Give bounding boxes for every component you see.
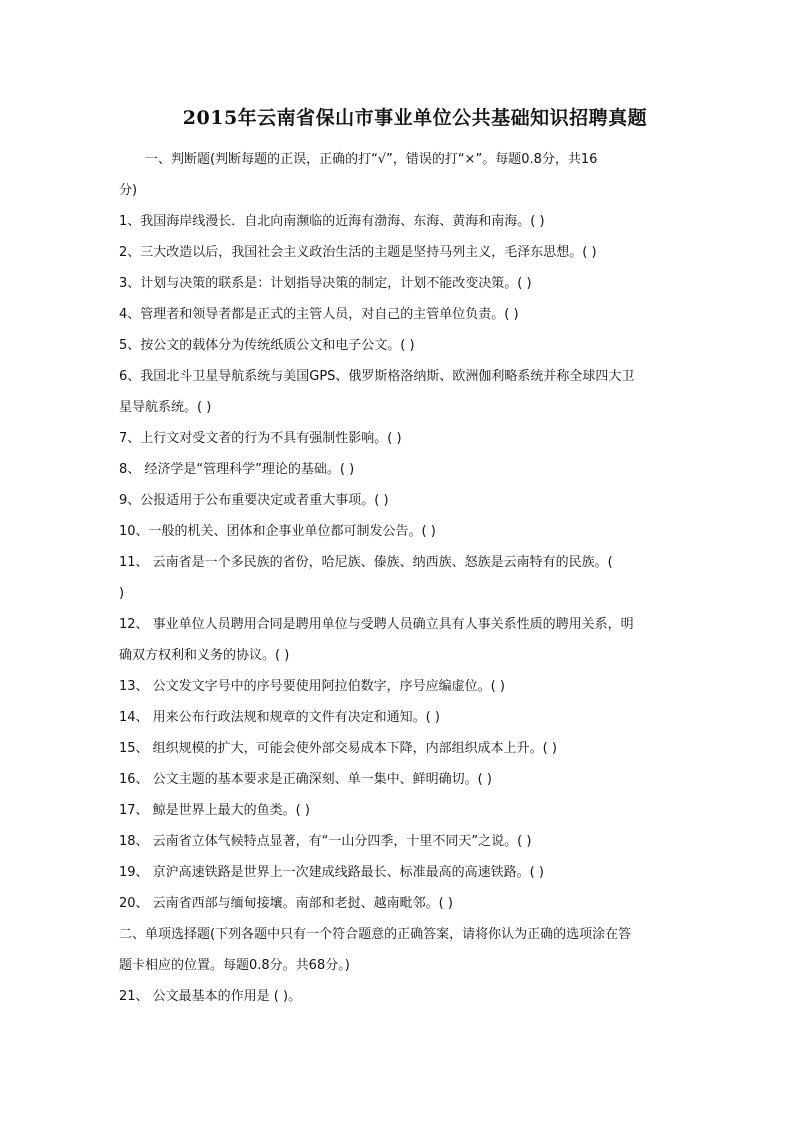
question-line: 8、 经济学是“管理科学”理论的基础。( ): [119, 462, 355, 477]
question-line: 16、 公文主题的基本要求是正确深刻、单一集中、鲜明确切。( ): [119, 772, 492, 787]
question-line: 19、 京沪高速铁路是世界上一次建成线路最长、标准最高的高速铁路。( ): [119, 865, 544, 880]
section-heading: 一、判断题(判断每题的正误，正确的打“√”，错误的打“×”。每题0.8分，共16: [145, 152, 598, 167]
question-line: 7、上行文对受文者的行为不具有强制性影响。( ): [119, 431, 402, 446]
question-line: 18、 云南省立体气候特点显著，有“一山分四季，十里不同天”之说。( ): [119, 834, 532, 849]
question-line: 确双方权利和义务的协议。( ): [119, 648, 290, 663]
question-line: 4、管理者和领导者都是正式的主管人员，对自己的主管单位负责。( ): [119, 307, 519, 322]
text-line: 题卡相应的位置。每题0.8分。共68分。): [119, 958, 350, 973]
question-line: 1、我国海岸线漫长．自北向南濒临的近海有渤海、东海、黄海和南海。( ): [119, 214, 545, 229]
question-line: 21、 公文最基本的作用是 ( )。: [119, 989, 302, 1004]
question-line: 17、 鲸是世界上最大的鱼类。( ): [119, 803, 310, 818]
section-heading: 二、单项选择题(下列各题中只有一个符合题意的正确答案，请将你认为正确的选项涂在答: [119, 927, 632, 942]
question-line: 11、 云南省是一个多民族的省份，哈尼族、傣族、纳西族、怒族是云南特有的民族。(: [119, 555, 613, 570]
question-line: 15、 组织规模的扩大，可能会使外部交易成本下降，内部组织成本上升。( ): [119, 741, 557, 756]
question-line: 13、 公文发文字号中的序号要使用阿拉伯数字，序号应编虚位。( ): [119, 679, 505, 694]
question-line: ): [119, 586, 125, 601]
question-line: 5、按公文的载体分为传统纸质公文和电子公文。( ): [119, 338, 415, 353]
question-line: 10、一般的机关、团体和企事业单位都可制发公告。( ): [119, 524, 436, 539]
question-line: 9、公报适用于公布重要决定或者重大事项。( ): [119, 493, 389, 508]
question-line: 星导航系统。( ): [119, 400, 212, 415]
question-line: 14、 用来公布行政法规和规章的文件有决定和通知。( ): [119, 710, 440, 725]
document-title: 2015年云南省保山市事业单位公共基础知识招聘真题: [182, 107, 648, 129]
document-body: [119, 144, 677, 1012]
question-line: 12、 事业单位人员聘用合同是聘用单位与受聘人员确立具有人事关系性质的聘用关系，明: [119, 617, 634, 632]
text-line: 分): [119, 183, 138, 198]
question-line: 20、 云南省西部与缅甸接壤。南部和老挝、越南毗邻。( ): [119, 896, 453, 911]
question-line: 3、计划与决策的联系是：计划指导决策的制定，计划不能改变决策。( ): [119, 276, 532, 291]
question-line: 6、我国北斗卫星导航系统与美国GPS、俄罗斯格洛纳斯、欧洲伽利略系统并称全球四大卫: [119, 369, 635, 384]
question-line: 2、三大改造以后，我国社会主义政治生活的主题是坚持马列主义，毛泽东思想。( ): [119, 245, 597, 260]
